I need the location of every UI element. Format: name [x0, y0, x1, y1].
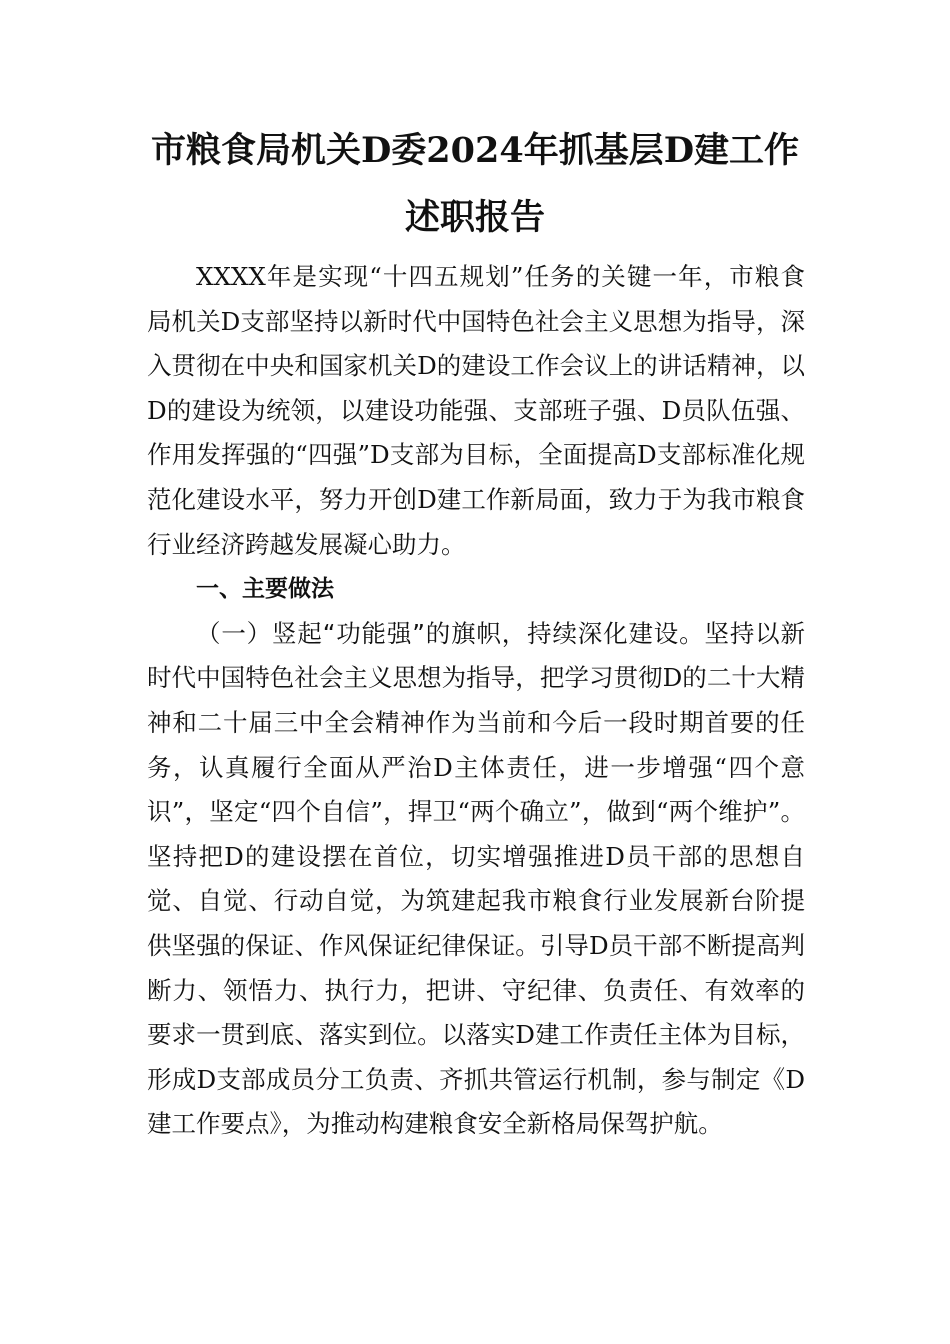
document-title-line-1: 市粮食局机关D委2024年抓基层D建工作	[150, 130, 800, 171]
document-title-line-2: 述职报告	[404, 197, 545, 238]
subsection-paragraph-1	[147, 612, 805, 1147]
subsection-title-1: （一）竖起“功能强”的旗帜，持续深化建设。	[196, 618, 705, 648]
subsection-body-1: 坚持以新时代中国特色社会主义思想为指导，把学习贯彻D的二十大精神和二十届三中全会精神作为当前和今后一段时期首要的任务，认真履行全面从严治D主体责任，进一步增强“四个意识”，坚定“四个自信”，捍卫“两个确立”，做到“两个维护”。坚持把D的建设摆在首位，切实增强推进D员干部的思想自觉、自觉、行动自觉，为筑建起我市粮食行业发展新台阶提供坚强的保证、作风保证纪律保证。引导D员干部不断提高判断力、领悟力、执行力，把讲、守纪律、负责任、有效率的要求一贯到底、落实到位。以落实D建工作责任主体为目标，形成D支部成员分工负责、齐抓共管运行机制，参与制定《D建工作要点》，为推动构建粮食安全新格局保驾护航。	[147, 618, 805, 1139]
section-heading-main-practices: 一、主要做法	[196, 576, 334, 603]
intro-paragraph: XXXX年是实现“十四五规划”任务的关键一年，市粮食局机关D支部坚持以新时代中国特色社会主义思想为指导，深入贯彻在中央和国家机关D的建设工作会议上的讲话精神，以D的建设为统领，以建设功能强、支部班子强、D员队伍强、作用发挥强的“四强”D支部为目标，全面提高D支部标准化规范化建设水平，努力开创D建工作新局面，致力于为我市粮食行业经济跨越发展凝心助力。	[147, 262, 805, 559]
document-body	[147, 255, 805, 1147]
